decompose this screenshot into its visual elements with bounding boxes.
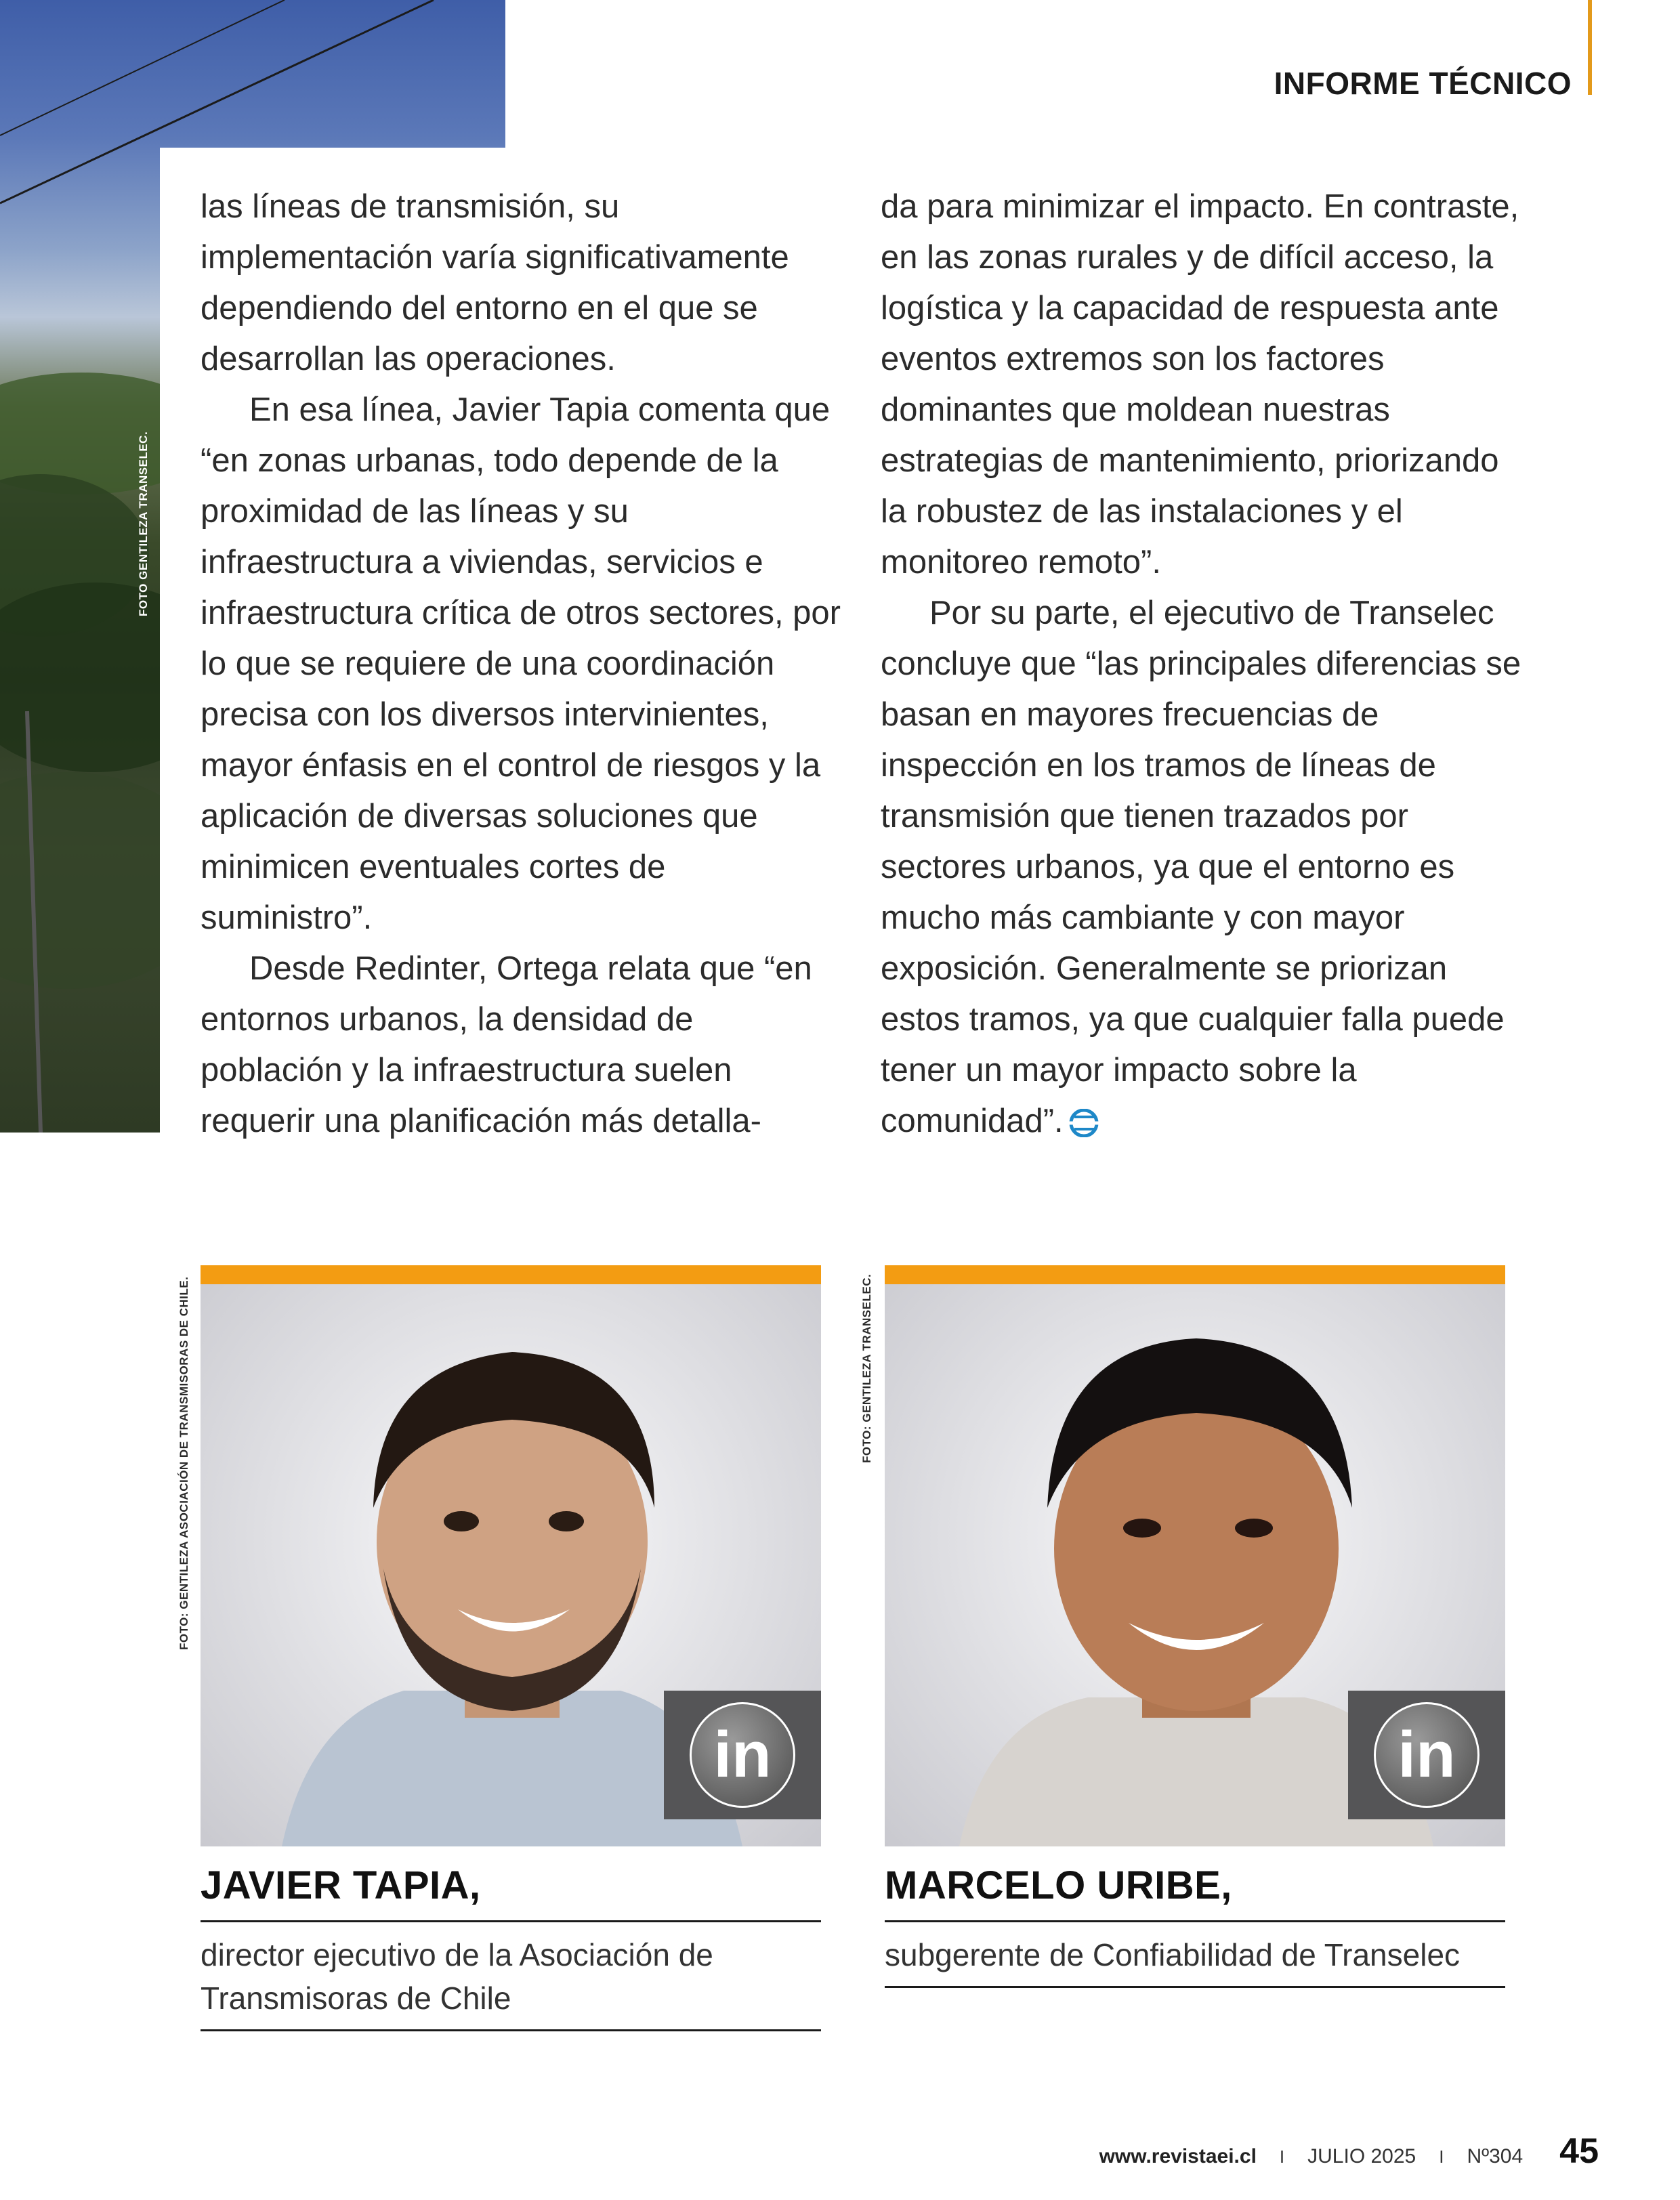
profile-card-javier-tapia [201, 1265, 821, 2031]
paragraph: da para minimizar el impacto. En contraste, en las zonas rurales y de difícil acceso, la logística y la capacidad de respuesta ante eventos extremos son los factores dominantes que moldean nuestras estrategias de mantenimiento, priorizando la robustez de las instalaciones y el monitoreo remoto”. [881, 188, 1519, 580]
profile-name: JAVIER TAPIA, [201, 1863, 821, 1922]
portrait-photo [201, 1284, 821, 1846]
footer-separator: I [1279, 2146, 1285, 2167]
paragraph: En esa línea, Javier Tapia comenta que “en zonas urbanas, todo depende de la proximidad de las líneas y su infraestructura a viviendas, servicios e infraestructura crítica de otros sectores, por lo que se requiere de una coordinación precisa con los diversos intervinientes, mayor énfasis en el control de riesgos y la aplicación de diversas soluciones que minimicen eventuales cortes de suministro”. [201, 392, 841, 936]
linkedin-badge[interactable] [664, 1691, 821, 1819]
article-column-left [201, 182, 844, 1147]
paragraph-last [881, 588, 1524, 1147]
section-label: INFORME TÉCNICO [1274, 66, 1572, 101]
linkedin-icon: in [690, 1702, 795, 1808]
card-accent-bar [201, 1265, 821, 1284]
footer-issue: Nº304 [1467, 2145, 1524, 2167]
paragraph: las líneas de transmisión, su implementación varía significativamente dependiendo del entorno en el que se desarrollan las operaciones. [201, 188, 789, 377]
profile-name: MARCELO URIBE, [885, 1863, 1505, 1922]
portrait-photo [885, 1284, 1505, 1846]
photo-credit-right-portrait: FOTO: GENTILEZA TRANSELEC. [860, 1273, 873, 1463]
profile-role: director ejecutivo de la Asociación de Transmisoras de Chile [201, 1922, 821, 2031]
linkedin-icon: in [1374, 1702, 1479, 1808]
paragraph: Desde Redinter, Ortega relata que “en entornos urbanos, la densidad de población y la infraestructura suelen requerir una planificación más detalla- [201, 950, 812, 1139]
photo-credit-top: FOTO GENTILEZA TRANSELEC. [137, 431, 150, 616]
profile-card-marcelo-uribe [885, 1265, 1505, 1988]
photo-credit-left-portrait: FOTO: GENTILEZA ASOCIACIÓN DE TRANSMISORAS DE CHILE. [177, 1276, 190, 1650]
profile-role: subgerente de Confiabilidad de Transelec [885, 1922, 1505, 1988]
end-of-article-icon [1068, 1109, 1100, 1137]
footer-separator: I [1439, 2146, 1444, 2167]
section-accent-bar [1588, 0, 1592, 95]
linkedin-badge[interactable] [1348, 1691, 1505, 1819]
paragraph-text: Por su parte, el ejecutivo de Transelec concluye que “las principales diferencias se basan en mayores frecuencias de inspección en los tramos de líneas de transmisión que tienen trazados por sectores urbanos, ya que el entorno es mucho más cambiante y con mayor exposición. Generalmente se priorizan estos tramos, ya que cualquier falla puede tener un mayor impacto sobre la comunidad”. [881, 595, 1521, 1139]
page-footer [1099, 2131, 1599, 2172]
card-accent-bar [885, 1265, 1505, 1284]
footer-date: JULIO 2025 [1307, 2145, 1416, 2167]
article-column-right [881, 182, 1524, 1147]
page-number: 45 [1559, 2132, 1599, 2171]
footer-website-link[interactable]: www.revistaei.cl [1099, 2145, 1257, 2167]
